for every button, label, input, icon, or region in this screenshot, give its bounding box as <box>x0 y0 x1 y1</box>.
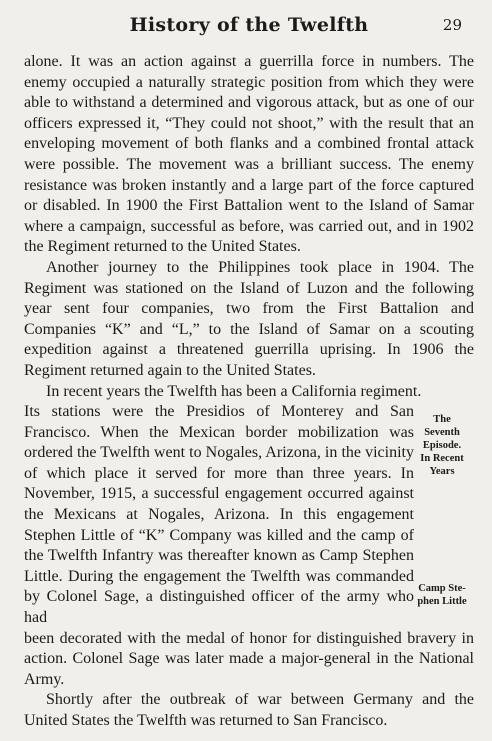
side-note-line: phen Little <box>417 596 467 607</box>
paragraph-3-continued-block <box>24 402 414 629</box>
running-title: History of the Twelfth <box>129 14 369 36</box>
paragraph-4: Shortly after the outbreak of war between Germany and the United States the Twelfth was returned to San Francisco. <box>24 691 474 729</box>
side-note-line: The <box>433 414 451 425</box>
body-text <box>24 52 474 732</box>
side-note-line: Camp Ste- <box>418 583 466 594</box>
side-note-line: Years <box>429 466 455 477</box>
page-header <box>24 10 474 42</box>
paragraph-3: In recent years the Twelfth has been a California regiment. <box>46 382 422 400</box>
page-number: 29 <box>442 16 462 34</box>
side-note-line: In Recent <box>420 453 464 464</box>
side-note-camp-stephen-little <box>406 582 478 608</box>
paragraph-3-end: been decorated with the medal of honor for distinguished bravery in action. Colonel Sage was later made a major-general in the National Army. <box>24 629 474 688</box>
paragraph-1: alone. It was an action against a guerrilla force in numbers. The enemy occupied a naturally strategic position from which they were able to withstand a determined and vigorous attack, but as one of our officers expressed it, “They could not shoot,” with the result that an enveloping movement of both flanks and a combined frontal attack were possible. The movement was a brilliant success. The enemy resistance was broken instantly and a large part of the force captured or disabled. In 1900 the First Battalion went to the Island of Samar where a campaign, successful as before, was carried out, and in 1902 the Regiment returned to the United States. <box>24 53 474 256</box>
side-note-line: Episode. <box>422 440 462 451</box>
paragraph-3-continued: Its stations were the Presidios of Monterey and San Francisco. When the Mexican border mobilization was ordered the Twelfth went to Nogales, Arizona, in the vicinity of which place it served for more than three years. In November, 1915, a successful engagement occurred against the Mexicans at Nogales, Arizona. In this engagement Stephen Little of “K” Company was killed and the camp of the Twelfth Infantry was thereafter known as Camp Stephen Little. During the engagement the Twelfth was commanded by Colonel Sage, a distinguished officer of the army who had <box>24 403 414 627</box>
side-note-line: Seventh <box>424 427 460 438</box>
side-note-seventh-episode <box>406 413 478 478</box>
paragraph-2: Another journey to the Philippines took place in 1904. The Regiment was stationed on the Island of Luzon and the following year sent four companies, two from the First Battalion and Companies “K” and “L,” to the Island of Samar on a scouting expedition against a threatened guerrilla uprising. In 1906 the Regiment returned again to the United States. <box>24 258 474 379</box>
